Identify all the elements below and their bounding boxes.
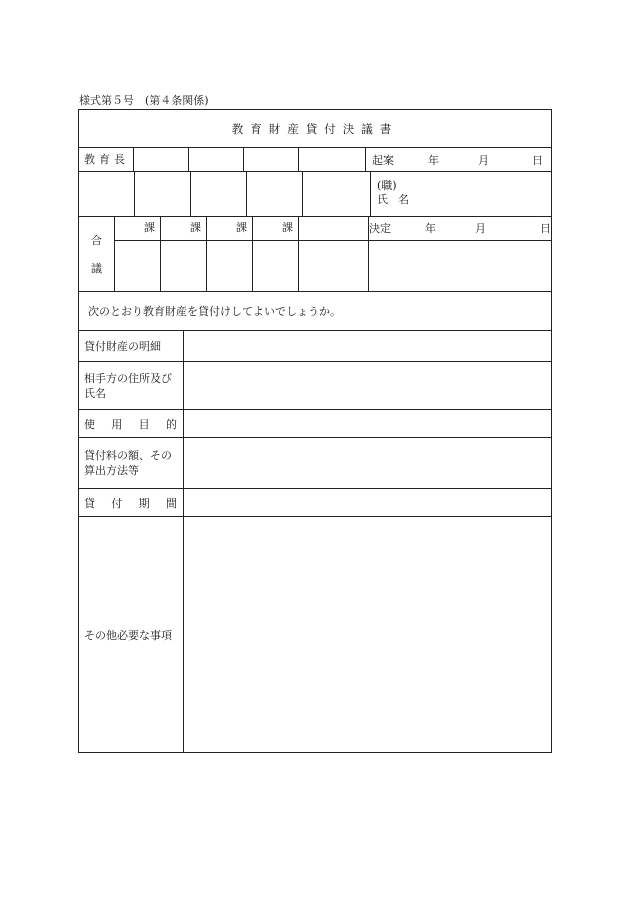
form-title: 教育財産貸付決議書	[79, 110, 551, 148]
form-number-caption: 様式第５号 (第４条関係)	[79, 94, 209, 107]
stamp-box-1[interactable]	[134, 148, 189, 171]
shoku-label: (職)	[377, 179, 397, 192]
kyoikucho-label: 教育長	[79, 148, 134, 171]
kettei-year: 年	[425, 221, 436, 235]
stamp-box-4[interactable]	[299, 148, 366, 171]
kian-date[interactable]	[366, 148, 551, 171]
kettei-day: 日	[540, 221, 551, 235]
ryo-label: 貸付料の額、その 算出方法等	[79, 438, 184, 488]
ka-label: 課	[115, 217, 160, 241]
field-mokuteki	[79, 410, 551, 438]
kian-year: 年	[428, 153, 440, 167]
kian-label: 起案	[372, 153, 395, 167]
sonota-label: その他必要な事項	[79, 517, 184, 752]
kettei-date[interactable]	[369, 217, 551, 241]
field-ryo	[79, 438, 551, 489]
kian-day: 日	[532, 153, 544, 167]
drafter-name-cell[interactable]	[371, 172, 551, 216]
aite-input[interactable]	[184, 362, 551, 409]
stamp-box-2[interactable]	[189, 148, 244, 171]
ka-column-3[interactable]	[207, 217, 253, 291]
mokuteki-label: 使 用 目 的	[79, 410, 184, 437]
field-sonota	[79, 517, 551, 752]
aite-label: 相手方の住所及び 氏名	[79, 362, 184, 409]
kettei-label: 決定	[369, 221, 391, 235]
approval-signature-row	[79, 172, 551, 217]
sonota-input[interactable]	[184, 517, 551, 752]
shimei-label: 氏名	[377, 193, 419, 206]
mokuteki-input[interactable]	[184, 410, 551, 437]
loan-resolution-form	[78, 109, 552, 753]
gogi-block	[79, 217, 551, 292]
sign-box-3[interactable]	[247, 172, 303, 216]
field-meisai	[79, 331, 551, 362]
meisai-label: 貸付財産の明細	[79, 331, 184, 361]
sign-box-0[interactable]	[79, 172, 135, 216]
approval-header-row	[79, 148, 551, 172]
kettei-column[interactable]	[369, 217, 551, 291]
ka-label: 課	[253, 217, 298, 241]
ka-column-1[interactable]	[115, 217, 161, 291]
ka-column-4[interactable]	[253, 217, 299, 291]
ka-column-2[interactable]	[161, 217, 207, 291]
meisai-input[interactable]	[184, 331, 551, 361]
kian-month: 月	[478, 153, 490, 167]
ka-label: 課	[161, 217, 206, 241]
field-aite	[79, 362, 551, 410]
stamp-box-3[interactable]	[244, 148, 299, 171]
resolution-statement: 次のとおり教育財産を貸付けしてよいでしょうか。	[79, 292, 551, 331]
kettei-month: 月	[475, 221, 486, 235]
sign-box-1[interactable]	[135, 172, 191, 216]
kikan-input[interactable]	[184, 489, 551, 516]
ka-label: 課	[207, 217, 252, 241]
field-kikan	[79, 489, 551, 517]
gogi-label: 合 議	[79, 217, 115, 291]
sign-box-4[interactable]	[303, 172, 371, 216]
ryo-input[interactable]	[184, 438, 551, 488]
blank-column[interactable]	[299, 217, 369, 291]
sign-box-2[interactable]	[191, 172, 247, 216]
kikan-label: 貸 付 期 間	[79, 489, 184, 516]
